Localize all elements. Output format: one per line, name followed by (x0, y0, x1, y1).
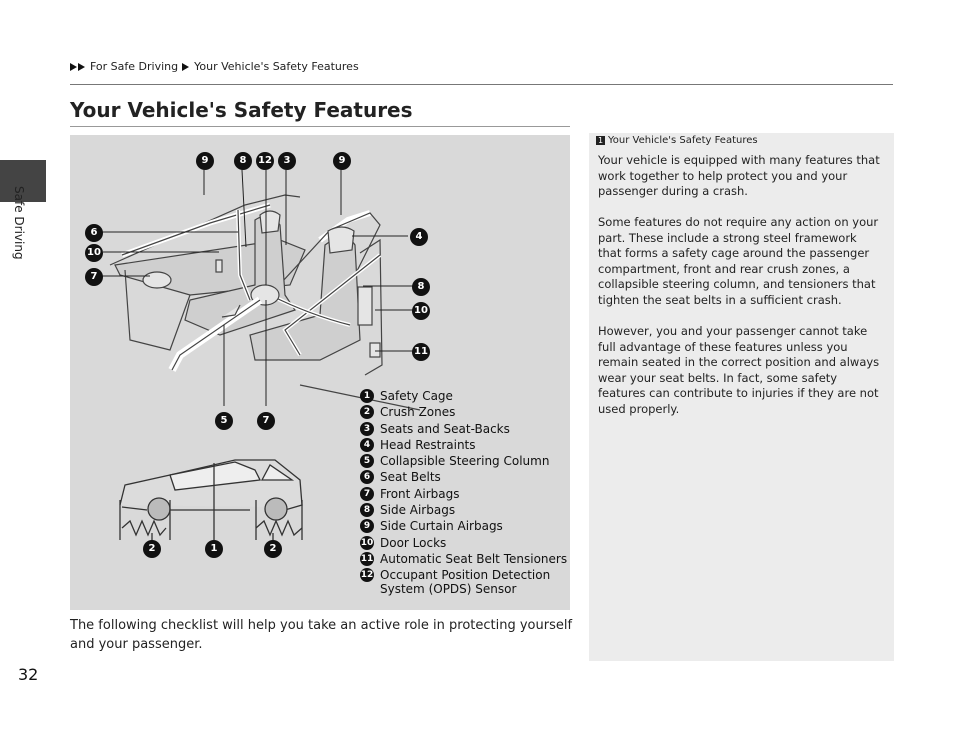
body-paragraph: The following checklist will help you take an active role in protecting yourself and your passenger. (70, 618, 573, 652)
safety-features-figure (70, 135, 570, 610)
header-divider (70, 84, 893, 85)
legend-item: 3 Seats and Seat-Backs (360, 422, 570, 436)
callout-8-right: 8 (412, 278, 430, 296)
breadcrumb-arrow-icon (70, 63, 77, 71)
sidebar-paragraph: Your vehicle is equipped with many features that work together to help protect you and your passenger during a crash. (598, 153, 880, 199)
title-divider (70, 126, 570, 127)
callout-7: 7 (85, 268, 103, 286)
callout-2-rear: 2 (264, 540, 282, 558)
callout-2-front: 2 (143, 540, 161, 558)
callout-8: 8 (234, 152, 252, 170)
legend-item: 10 Door Locks (360, 535, 447, 550)
callout-3: 3 (278, 152, 296, 170)
legend-item: 2 Crush Zones (360, 405, 570, 419)
breadcrumb-current: Your Vehicle's Safety Features (194, 60, 359, 73)
legend-item: 1 Safety Cage (360, 389, 570, 403)
legend-item: 5 Collapsible Steering Column (360, 454, 570, 468)
legend-item: 7 Front Airbags (360, 487, 570, 501)
section-side-label: Safe Driving (12, 186, 26, 260)
legend-item: 8 Side Airbags (360, 503, 570, 517)
legend-item: 9 Side Curtain Airbags (360, 519, 570, 533)
callout-10-right: 10 (412, 302, 430, 320)
callout-12: 12 (256, 152, 274, 170)
legend-item: 4 Head Restraints (360, 438, 570, 452)
page-number: 32 (18, 665, 39, 684)
breadcrumb-arrow-icon (182, 63, 189, 71)
callout-10: 10 (85, 244, 103, 262)
callout-5: 5 (215, 412, 233, 430)
sidebar-note (589, 133, 894, 661)
side-rail (0, 0, 46, 742)
breadcrumb (70, 60, 359, 73)
legend-item: 12 Occupant Position Detection System (OPDS) Sensor (360, 568, 551, 597)
legend-item: 6 Seat Belts (360, 470, 570, 484)
legend-item: 11 Automatic Seat Belt Tensioners (360, 551, 568, 566)
callout-9-right: 9 (333, 152, 351, 170)
callout-7-lower: 7 (257, 412, 275, 430)
callout-11: 11 (412, 343, 430, 361)
breadcrumb-arrow-icon (78, 63, 85, 71)
callout-1: 1 (205, 540, 223, 558)
callout-6: 6 (85, 224, 103, 242)
feature-legend (360, 389, 570, 599)
breadcrumb-link-safe-driving[interactable]: For Safe Driving (90, 60, 179, 73)
sidebar-paragraph: However, you and your passenger cannot take full advantage of these features unless you remain seated in the correct position and always wear your seat belts. In fact, some safety features can contribute to injuries if they are not used properly. (598, 324, 880, 416)
note-marker-icon: 1 (597, 136, 604, 145)
callout-4: 4 (410, 228, 428, 246)
sidebar-heading: 1 Your Vehicle's Safety Features (597, 135, 758, 146)
callout-9: 9 (196, 152, 214, 170)
page-title: Your Vehicle's Safety Features (70, 98, 413, 122)
sidebar-paragraph: Some features do not require any action on your part. These include a strong steel framework that forms a safety cage around the passenger compartment, front and rear crush zones, a collapsible steering column, and tensioners that tighten the seat belts in a sufficient crash. (598, 215, 879, 307)
